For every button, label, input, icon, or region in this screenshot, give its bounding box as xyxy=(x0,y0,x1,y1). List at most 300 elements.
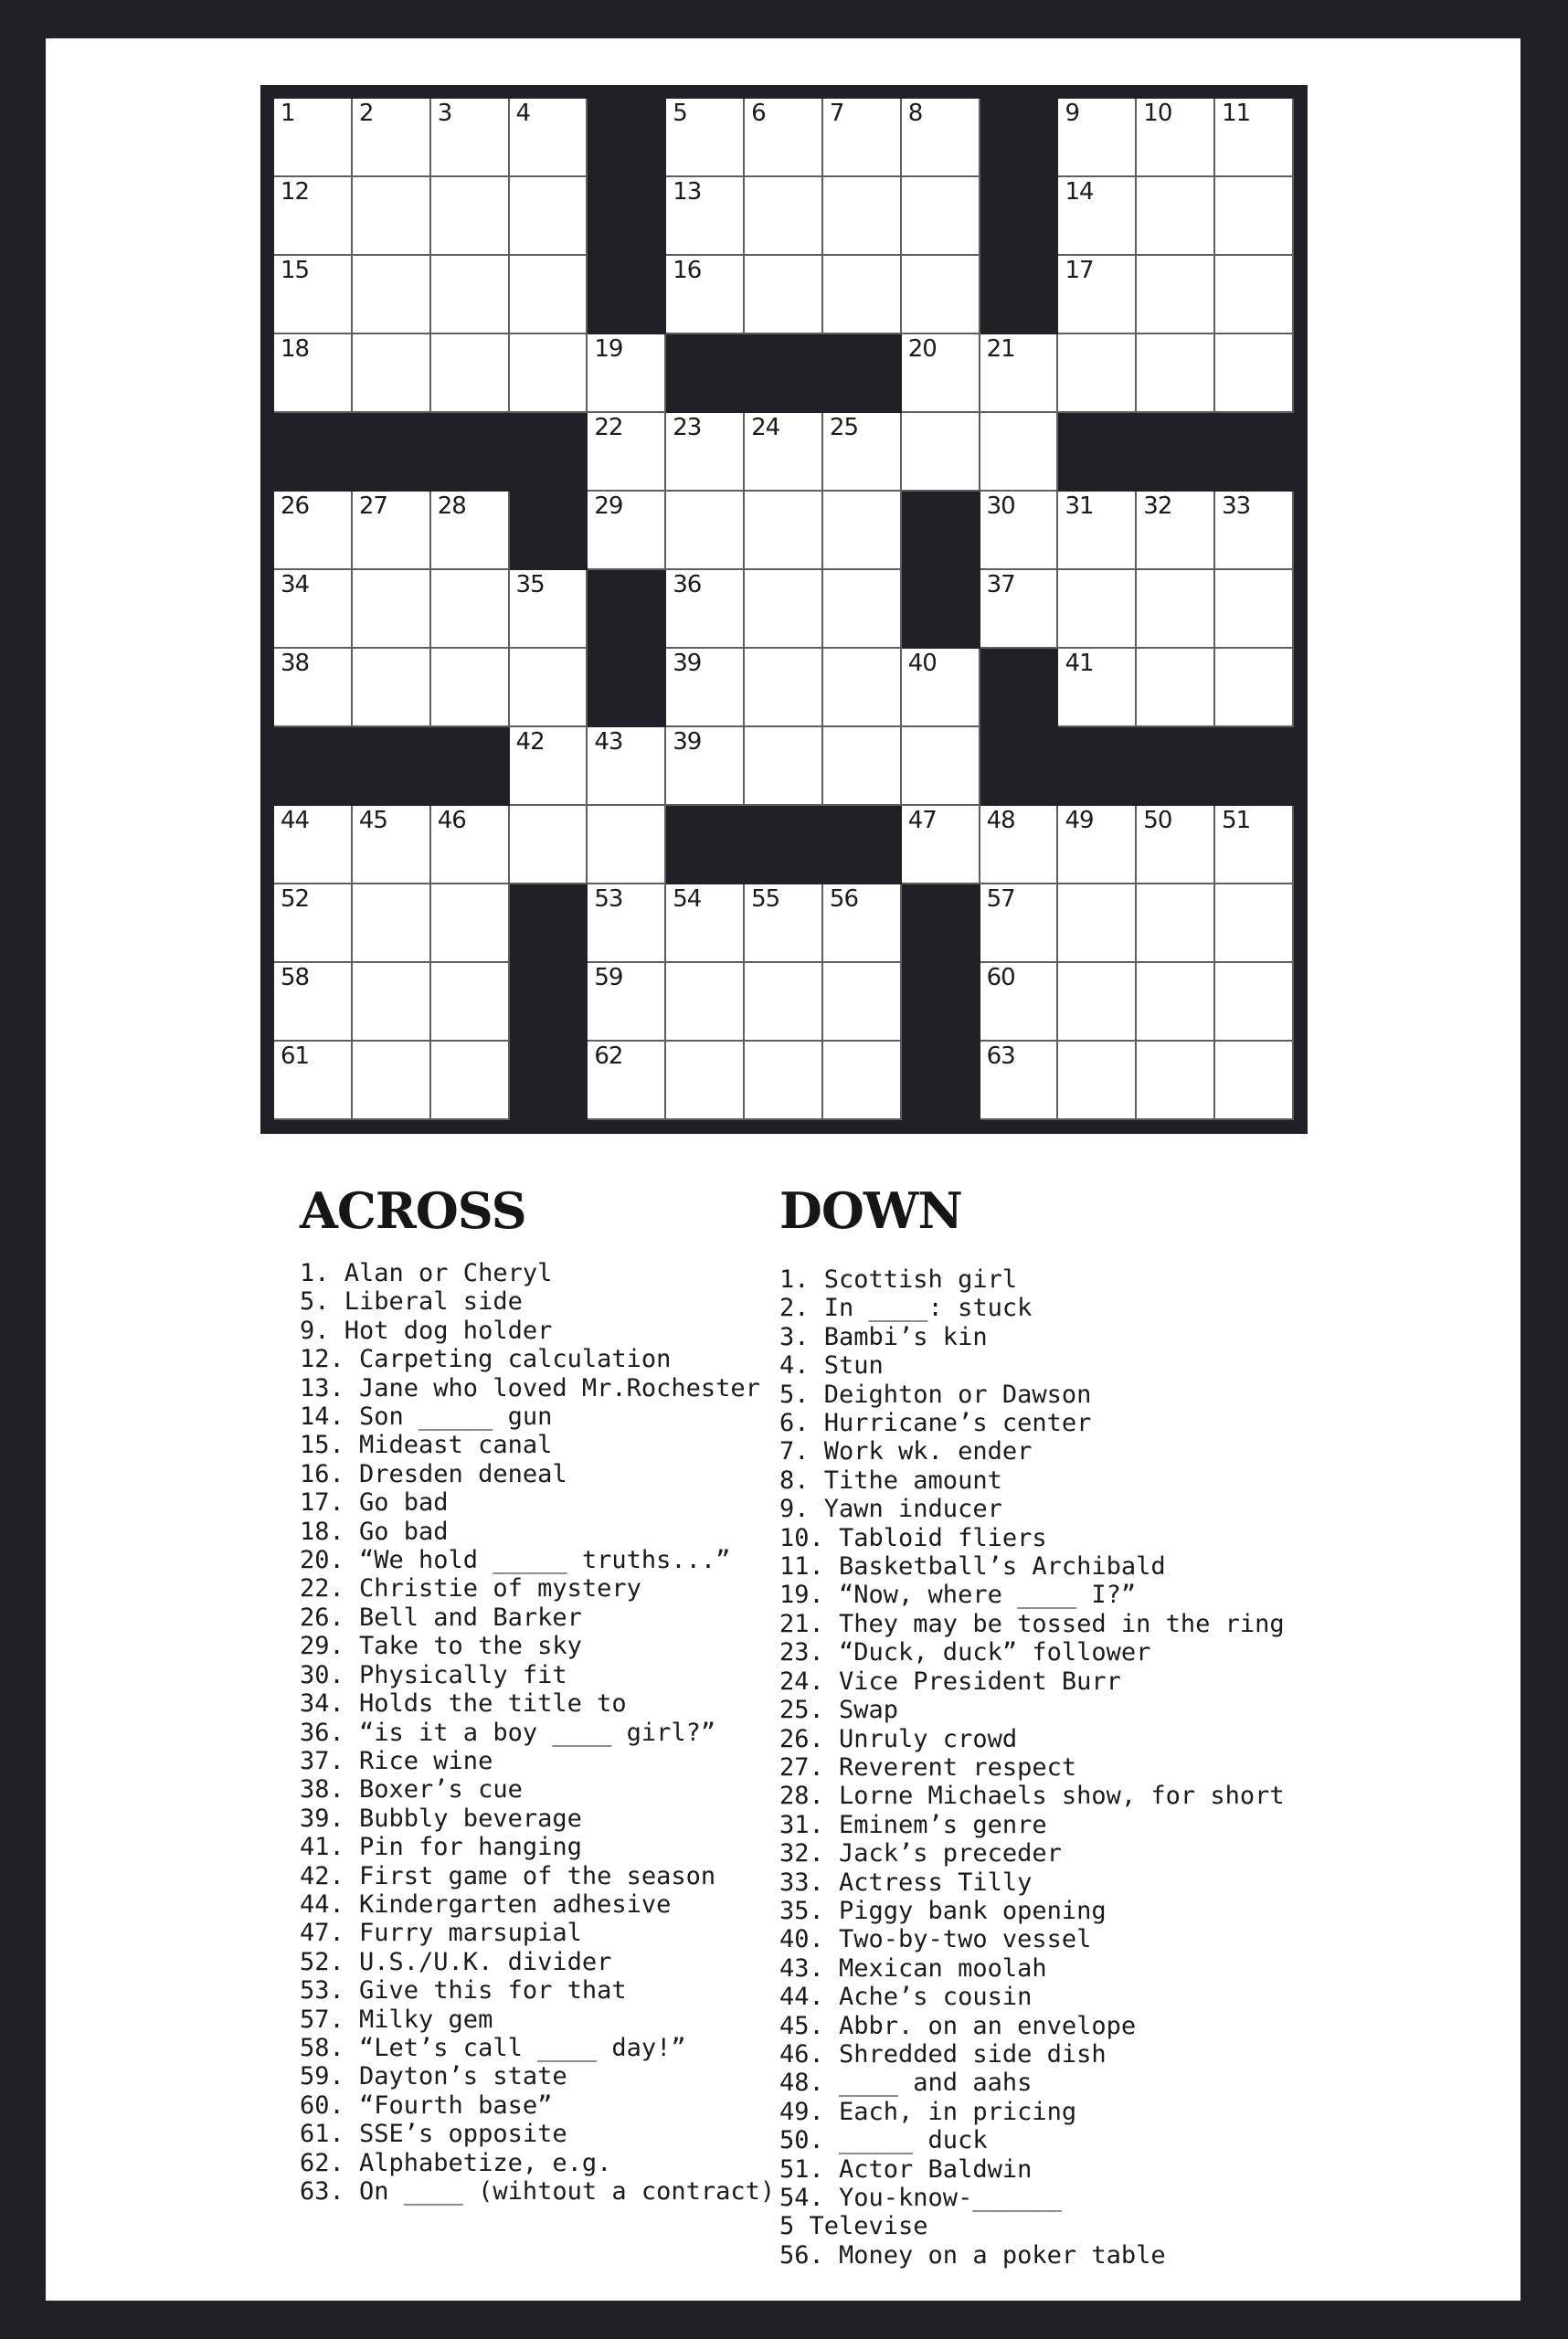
across-clue: 18. Go bad xyxy=(300,1517,449,1546)
cell-number: 39 xyxy=(673,728,702,756)
crossword-grid-border xyxy=(260,85,1308,1134)
down-clue: 21. They may be tossed in the ring xyxy=(779,1609,1285,1638)
grid-cell[interactable] xyxy=(274,649,353,727)
down-clue: 11. Basketball’s Archibald xyxy=(779,1552,1166,1582)
black-cell xyxy=(902,570,980,649)
across-heading: ACROSS xyxy=(300,1181,526,1240)
grid-cell[interactable] xyxy=(902,806,980,884)
grid-cell[interactable] xyxy=(902,727,980,806)
grid-cell[interactable] xyxy=(745,1042,823,1120)
black-cell xyxy=(510,963,588,1042)
across-clue: 38. Boxer’s cue xyxy=(300,1775,523,1805)
grid-cell[interactable] xyxy=(588,1042,666,1120)
grid-cell[interactable] xyxy=(431,884,510,963)
down-clue: 48. ____ and aahs xyxy=(779,2069,1033,2098)
across-clue: 12. Carpeting calculation xyxy=(300,1345,672,1374)
across-clue: 30. Physically fit xyxy=(300,1660,567,1689)
grid-cell[interactable] xyxy=(745,413,823,492)
black-cell xyxy=(510,884,588,963)
across-clue-list xyxy=(300,1259,784,2206)
across-clue: 9. Hot dog holder xyxy=(300,1316,553,1345)
grid-cell[interactable] xyxy=(745,256,823,334)
grid-cell[interactable] xyxy=(510,570,588,649)
across-clue: 13. Jane who loved Mr.Rochester xyxy=(300,1373,760,1402)
grid-cell[interactable] xyxy=(1215,1042,1294,1120)
down-clue: 4. Stun xyxy=(779,1351,884,1381)
grid-cell[interactable] xyxy=(666,884,745,963)
cell-number: 43 xyxy=(594,728,623,756)
across-clue: 61. SSE’s opposite xyxy=(300,2120,567,2149)
cell-number: 50 xyxy=(1143,807,1172,834)
black-cell xyxy=(588,570,666,649)
page-frame-right xyxy=(1520,0,1568,2339)
across-clue: 60. “Fourth base” xyxy=(300,2090,553,2120)
across-clue: 26. Bell and Barker xyxy=(300,1603,582,1632)
cell-number: 18 xyxy=(281,335,310,363)
black-cell xyxy=(1058,413,1137,492)
cell-number: 60 xyxy=(986,964,1015,991)
black-cell xyxy=(353,727,431,806)
grid-cell[interactable] xyxy=(666,727,745,806)
cell-number: 5 xyxy=(673,100,687,127)
down-clue: 50. _____ duck xyxy=(779,2126,988,2155)
cell-number: 27 xyxy=(358,492,387,520)
across-clue: 63. On ____ (wihtout a contract) xyxy=(300,2177,776,2206)
down-clue: 33. Actress Tilly xyxy=(779,1868,1033,1897)
cell-number: 8 xyxy=(907,100,923,127)
grid-cell[interactable] xyxy=(1058,334,1137,413)
down-clue: 1. Scottish girl xyxy=(779,1265,1018,1294)
grid-cell[interactable] xyxy=(1215,177,1294,256)
cell-number: 61 xyxy=(281,1042,310,1070)
black-cell xyxy=(431,727,510,806)
grid-cell[interactable] xyxy=(510,649,588,727)
page-frame-left xyxy=(0,0,46,2339)
down-clue: 49. Each, in pricing xyxy=(779,2097,1077,2126)
grid-cell[interactable] xyxy=(588,727,666,806)
cell-number: 20 xyxy=(907,335,937,363)
cell-number: 42 xyxy=(515,728,545,756)
grid-cell[interactable] xyxy=(823,1042,902,1120)
grid-cell[interactable] xyxy=(666,256,745,334)
across-clue: 62. Alphabetize, e.g. xyxy=(300,2148,612,2177)
grid-cell[interactable] xyxy=(980,492,1059,570)
black-cell xyxy=(745,334,823,413)
grid-cell[interactable] xyxy=(431,99,510,177)
grid-cell[interactable] xyxy=(902,177,980,256)
cell-number: 30 xyxy=(986,492,1015,520)
black-cell xyxy=(274,413,353,492)
cell-number: 2 xyxy=(358,100,374,127)
cell-number: 56 xyxy=(829,885,859,913)
across-clue: 29. Take to the sky xyxy=(300,1632,582,1661)
grid-cell[interactable] xyxy=(274,492,353,570)
across-clue: 39. Bubbly beverage xyxy=(300,1804,582,1833)
grid-cell[interactable] xyxy=(1137,570,1215,649)
crossword-grid xyxy=(274,99,1294,1120)
cell-number: 3 xyxy=(437,100,452,127)
grid-cell[interactable] xyxy=(353,256,431,334)
page-frame-top xyxy=(0,0,1568,38)
grid-cell[interactable] xyxy=(902,649,980,727)
grid-cell[interactable] xyxy=(823,884,902,963)
grid-cell[interactable] xyxy=(823,649,902,727)
grid-cell[interactable] xyxy=(510,334,588,413)
grid-cell[interactable] xyxy=(1058,884,1137,963)
grid-cell[interactable] xyxy=(353,492,431,570)
grid-cell[interactable] xyxy=(588,334,666,413)
down-clue: 6. Hurricane’s center xyxy=(779,1409,1092,1438)
cell-number: 33 xyxy=(1222,492,1251,520)
grid-cell[interactable] xyxy=(823,570,902,649)
cell-number: 6 xyxy=(751,100,766,127)
grid-cell[interactable] xyxy=(1215,570,1294,649)
grid-cell[interactable] xyxy=(588,806,666,884)
grid-cell[interactable] xyxy=(274,1042,353,1120)
across-clue: 41. Pin for hanging xyxy=(300,1833,582,1862)
grid-cell[interactable] xyxy=(274,884,353,963)
grid-cell[interactable] xyxy=(510,99,588,177)
down-clue: 28. Lorne Michaels show, for short xyxy=(779,1782,1285,1811)
cell-number: 14 xyxy=(1065,178,1094,206)
grid-cell[interactable] xyxy=(745,177,823,256)
grid-cell[interactable] xyxy=(823,963,902,1042)
cell-number: 15 xyxy=(281,257,310,284)
cell-number: 57 xyxy=(986,885,1015,913)
cell-number: 36 xyxy=(673,571,702,598)
grid-cell[interactable] xyxy=(353,649,431,727)
across-clue: 5. Liberal side xyxy=(300,1287,523,1317)
down-clue: 45. Abbr. on an envelope xyxy=(779,2011,1137,2040)
across-clue: 16. Dresden deneal xyxy=(300,1459,567,1488)
grid-cell[interactable] xyxy=(353,806,431,884)
grid-cell[interactable] xyxy=(1137,649,1215,727)
down-clue: 32. Jack’s preceder xyxy=(779,1839,1062,1868)
down-clue: 51. Actor Baldwin xyxy=(779,2154,1033,2184)
cell-number: 48 xyxy=(986,807,1015,834)
cell-number: 23 xyxy=(673,414,702,441)
grid-cell[interactable] xyxy=(353,177,431,256)
grid-cell[interactable] xyxy=(1137,177,1215,256)
cell-number: 25 xyxy=(829,414,859,441)
grid-cell[interactable] xyxy=(431,806,510,884)
grid-cell[interactable] xyxy=(1215,99,1294,177)
grid-cell[interactable] xyxy=(980,570,1059,649)
grid-cell[interactable] xyxy=(1058,177,1137,256)
down-clue: 3. Bambi’s kin xyxy=(779,1322,988,1351)
down-clue: 9. Yawn inducer xyxy=(779,1495,1002,1524)
down-clue: 5 Televise xyxy=(779,2212,928,2241)
cell-number: 35 xyxy=(515,571,545,598)
cell-number: 52 xyxy=(281,885,310,913)
across-clue: 53. Give this for that xyxy=(300,1976,627,2006)
grid-cell[interactable] xyxy=(1215,256,1294,334)
cell-number: 34 xyxy=(281,571,310,598)
black-cell xyxy=(1137,413,1215,492)
grid-cell[interactable] xyxy=(902,413,980,492)
cell-number: 45 xyxy=(358,807,387,834)
across-clue: 36. “is it a boy ____ girl?” xyxy=(300,1718,716,1747)
cell-number: 21 xyxy=(986,335,1015,363)
black-cell xyxy=(980,177,1059,256)
grid-cell[interactable] xyxy=(902,334,980,413)
grid-cell[interactable] xyxy=(274,256,353,334)
black-cell xyxy=(745,806,823,884)
grid-cell[interactable] xyxy=(353,884,431,963)
black-cell xyxy=(902,492,980,570)
cell-number: 44 xyxy=(281,807,310,834)
grid-cell[interactable] xyxy=(353,963,431,1042)
grid-cell[interactable] xyxy=(274,99,353,177)
grid-cell[interactable] xyxy=(431,256,510,334)
grid-cell[interactable] xyxy=(1137,492,1215,570)
down-clue: 31. Eminem’s genre xyxy=(779,1810,1047,1839)
black-cell xyxy=(823,806,902,884)
cell-number: 47 xyxy=(907,807,937,834)
grid-cell[interactable] xyxy=(745,963,823,1042)
grid-cell[interactable] xyxy=(745,884,823,963)
grid-cell[interactable] xyxy=(823,492,902,570)
down-clue: 27. Reverent respect xyxy=(779,1752,1077,1782)
grid-cell[interactable] xyxy=(980,413,1059,492)
grid-cell[interactable] xyxy=(823,177,902,256)
across-section xyxy=(300,1182,784,2206)
grid-cell[interactable] xyxy=(274,963,353,1042)
black-cell xyxy=(666,334,745,413)
grid-cell[interactable] xyxy=(1058,649,1137,727)
down-clue: 35. Piggy bank opening xyxy=(779,1896,1107,1925)
grid-cell[interactable] xyxy=(1058,1042,1137,1120)
cell-number: 16 xyxy=(673,257,702,284)
down-clue: 46. Shredded side dish xyxy=(779,2039,1107,2069)
grid-cell[interactable] xyxy=(431,570,510,649)
down-clue: 8. Tithe amount xyxy=(779,1466,1002,1495)
grid-cell[interactable] xyxy=(666,413,745,492)
cell-number: 55 xyxy=(751,885,780,913)
cell-number: 32 xyxy=(1143,492,1172,520)
cell-number: 54 xyxy=(673,885,702,913)
black-cell xyxy=(274,727,353,806)
across-clue: 58. “Let’s call ____ day!” xyxy=(300,2033,686,2062)
down-clue: 2. In ____: stuck xyxy=(779,1294,1033,1323)
across-clue: 34. Holds the title to xyxy=(300,1689,627,1719)
grid-cell[interactable] xyxy=(980,963,1059,1042)
down-clue-list xyxy=(779,1265,1309,2270)
cell-number: 26 xyxy=(281,492,310,520)
down-section xyxy=(779,1182,1309,2270)
grid-cell[interactable] xyxy=(510,177,588,256)
grid-cell[interactable] xyxy=(980,1042,1059,1120)
down-clue: 23. “Duck, duck” follower xyxy=(779,1638,1151,1667)
grid-cell[interactable] xyxy=(666,570,745,649)
black-cell xyxy=(1215,727,1294,806)
grid-cell[interactable] xyxy=(1215,884,1294,963)
grid-cell[interactable] xyxy=(1137,806,1215,884)
black-cell xyxy=(980,727,1059,806)
grid-cell[interactable] xyxy=(431,649,510,727)
down-clue: 43. Mexican moolah xyxy=(779,1953,1047,1983)
grid-cell[interactable] xyxy=(980,806,1059,884)
black-cell xyxy=(902,963,980,1042)
grid-cell[interactable] xyxy=(980,334,1059,413)
grid-cell[interactable] xyxy=(823,727,902,806)
black-cell xyxy=(1215,413,1294,492)
black-cell xyxy=(980,649,1059,727)
grid-cell[interactable] xyxy=(980,884,1059,963)
grid-cell[interactable] xyxy=(745,727,823,806)
cell-number: 22 xyxy=(594,414,623,441)
grid-cell[interactable] xyxy=(510,806,588,884)
black-cell xyxy=(902,1042,980,1120)
grid-cell[interactable] xyxy=(1058,99,1137,177)
black-cell xyxy=(510,413,588,492)
cell-number: 13 xyxy=(673,178,702,206)
black-cell xyxy=(666,806,745,884)
grid-cell[interactable] xyxy=(588,492,666,570)
grid-cell[interactable] xyxy=(745,570,823,649)
down-clue: 24. Vice President Burr xyxy=(779,1667,1121,1696)
grid-cell[interactable] xyxy=(1137,1042,1215,1120)
grid-cell[interactable] xyxy=(823,99,902,177)
cell-number: 62 xyxy=(594,1042,623,1070)
grid-cell[interactable] xyxy=(1137,963,1215,1042)
grid-cell[interactable] xyxy=(274,570,353,649)
grid-cell[interactable] xyxy=(1058,963,1137,1042)
grid-cell[interactable] xyxy=(1137,256,1215,334)
across-clue: 59. Dayton’s state xyxy=(300,2062,567,2091)
across-clue: 47. Furry marsupial xyxy=(300,1919,582,1948)
black-cell xyxy=(902,884,980,963)
down-clue: 7. Work wk. ender xyxy=(779,1437,1033,1466)
cell-number: 58 xyxy=(281,964,310,991)
cell-number: 9 xyxy=(1065,100,1079,127)
black-cell xyxy=(588,256,666,334)
grid-cell[interactable] xyxy=(353,334,431,413)
grid-cell[interactable] xyxy=(902,99,980,177)
grid-cell[interactable] xyxy=(745,99,823,177)
grid-cell[interactable] xyxy=(431,177,510,256)
grid-cell[interactable] xyxy=(353,570,431,649)
down-clue: 26. Unruly crowd xyxy=(779,1724,1018,1753)
grid-cell[interactable] xyxy=(745,492,823,570)
grid-cell[interactable] xyxy=(1215,649,1294,727)
cell-number: 39 xyxy=(673,650,702,677)
grid-cell[interactable] xyxy=(510,727,588,806)
grid-cell[interactable] xyxy=(1215,334,1294,413)
cell-number: 7 xyxy=(829,100,844,127)
black-cell xyxy=(510,1042,588,1120)
down-clue: 40. Two-by-two vessel xyxy=(779,1925,1092,1954)
grid-cell[interactable] xyxy=(588,884,666,963)
across-clue: 44. Kindergarten adhesive xyxy=(300,1889,672,1919)
down-heading: DOWN xyxy=(779,1181,962,1240)
cell-number: 53 xyxy=(594,885,623,913)
cell-number: 29 xyxy=(594,492,623,520)
black-cell xyxy=(980,256,1059,334)
grid-cell[interactable] xyxy=(431,963,510,1042)
black-cell xyxy=(823,334,902,413)
black-cell xyxy=(431,413,510,492)
across-clue: 17. Go bad xyxy=(300,1488,449,1518)
cell-number: 17 xyxy=(1065,257,1094,284)
black-cell xyxy=(980,99,1059,177)
grid-cell[interactable] xyxy=(1215,963,1294,1042)
black-cell xyxy=(588,649,666,727)
black-cell xyxy=(510,492,588,570)
down-clue: 5. Deighton or Dawson xyxy=(779,1380,1092,1409)
across-clue: 1. Alan or Cheryl xyxy=(300,1259,553,1287)
grid-cell[interactable] xyxy=(588,963,666,1042)
grid-cell[interactable] xyxy=(1137,334,1215,413)
grid-cell[interactable] xyxy=(666,99,745,177)
cell-number: 4 xyxy=(515,100,531,127)
across-clue: 37. Rice wine xyxy=(300,1746,493,1775)
grid-cell[interactable] xyxy=(274,334,353,413)
grid-cell[interactable] xyxy=(274,177,353,256)
grid-cell[interactable] xyxy=(353,99,431,177)
grid-cell[interactable] xyxy=(666,492,745,570)
cell-number: 40 xyxy=(907,650,937,677)
grid-cell[interactable] xyxy=(353,1042,431,1120)
black-cell xyxy=(588,99,666,177)
grid-cell[interactable] xyxy=(1058,256,1137,334)
cell-number: 37 xyxy=(986,571,1015,598)
cell-number: 10 xyxy=(1143,100,1172,127)
down-clue: 44. Ache’s cousin xyxy=(779,1983,1033,2012)
black-cell xyxy=(1058,727,1137,806)
grid-cell[interactable] xyxy=(1058,492,1137,570)
cell-number: 49 xyxy=(1065,807,1094,834)
across-clue: 52. U.S./U.K. divider xyxy=(300,1947,612,1976)
grid-cell[interactable] xyxy=(823,413,902,492)
black-cell xyxy=(1137,727,1215,806)
cell-number: 31 xyxy=(1065,492,1094,520)
grid-cell[interactable] xyxy=(823,256,902,334)
cell-number: 38 xyxy=(281,650,310,677)
grid-cell[interactable] xyxy=(666,1042,745,1120)
grid-cell[interactable] xyxy=(274,806,353,884)
grid-cell[interactable] xyxy=(510,256,588,334)
across-clue: 22. Christie of mystery xyxy=(300,1574,641,1603)
black-cell xyxy=(353,413,431,492)
grid-cell[interactable] xyxy=(431,492,510,570)
grid-cell[interactable] xyxy=(1058,570,1137,649)
grid-cell[interactable] xyxy=(666,177,745,256)
grid-cell[interactable] xyxy=(1058,806,1137,884)
down-clue: 54. You-know-______ xyxy=(779,2184,1062,2212)
cell-number: 28 xyxy=(437,492,466,520)
across-clue: 14. Son _____ gun xyxy=(300,1402,553,1432)
grid-cell[interactable] xyxy=(902,256,980,334)
grid-cell[interactable] xyxy=(745,649,823,727)
grid-cell[interactable] xyxy=(666,963,745,1042)
cell-number: 59 xyxy=(594,964,623,991)
cell-number: 1 xyxy=(281,100,295,127)
down-clue: 10. Tabloid fliers xyxy=(779,1523,1047,1552)
grid-cell[interactable] xyxy=(1137,99,1215,177)
cell-number: 63 xyxy=(986,1042,1015,1070)
grid-cell[interactable] xyxy=(431,334,510,413)
grid-cell[interactable] xyxy=(588,413,666,492)
grid-cell[interactable] xyxy=(1215,492,1294,570)
grid-cell[interactable] xyxy=(666,649,745,727)
grid-cell[interactable] xyxy=(1215,806,1294,884)
black-cell xyxy=(588,177,666,256)
across-clue: 15. Mideast canal xyxy=(300,1431,553,1460)
cell-number: 24 xyxy=(751,414,780,441)
grid-cell[interactable] xyxy=(431,1042,510,1120)
grid-cell[interactable] xyxy=(1137,884,1215,963)
